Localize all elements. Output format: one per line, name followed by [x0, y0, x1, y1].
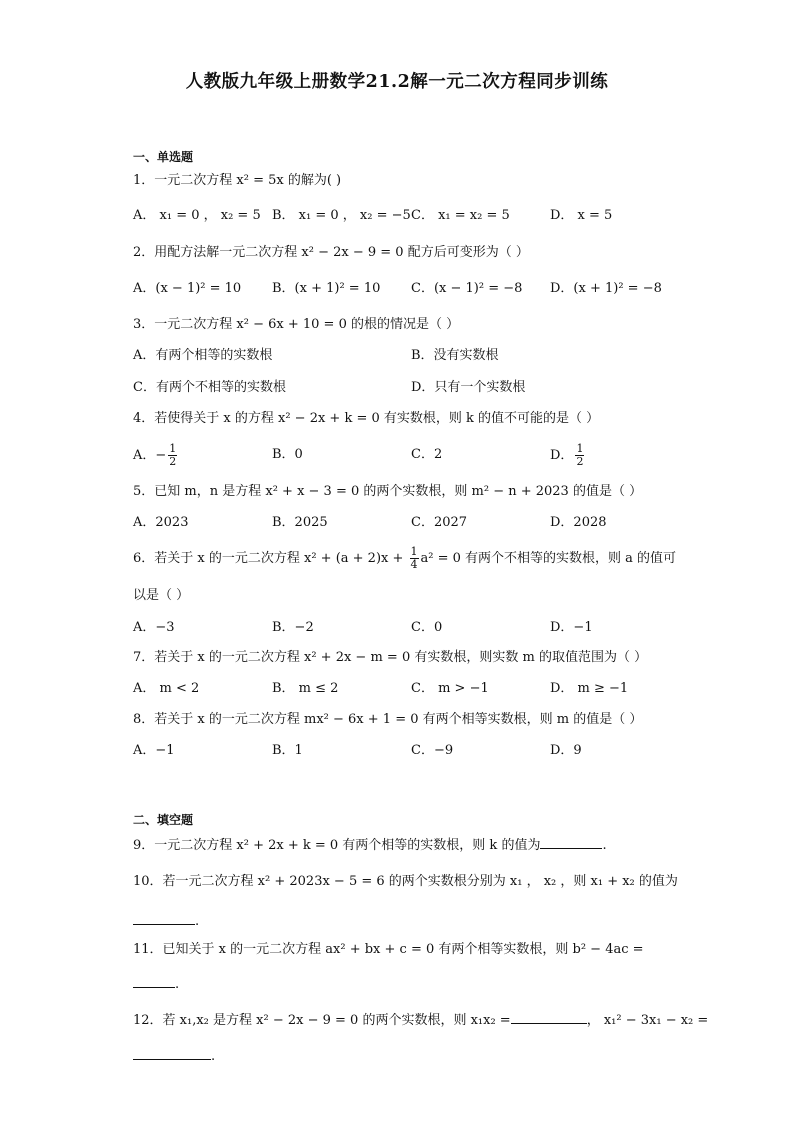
answer-blank[interactable]: [133, 973, 175, 988]
question-9-text: 9．一元二次方程 x² + 2x + k = 0 有两个相等的实数根，则 k 的值为: [133, 838, 541, 853]
question-4-option-a: [133, 443, 179, 468]
question-8-option-b: B．1: [272, 743, 303, 758]
question-6-stem-line2: 以是（ ）: [133, 588, 190, 603]
question-11-end: .: [175, 977, 180, 992]
fraction-denominator: 4: [410, 558, 418, 571]
fraction: [410, 546, 419, 571]
question-4-option-a-label: A．−: [133, 448, 167, 463]
question-2-stem: 2．用配方法解一元二次方程 x² − 2x − 9 = 0 配方后可变形为（ ）: [133, 245, 529, 260]
question-7-option-b: B． m ≤ 2: [272, 681, 339, 696]
question-3-stem: 3．一元二次方程 x² − 6x + 10 = 0 的根的情况是（ ）: [133, 317, 460, 332]
answer-blank[interactable]: [133, 1045, 211, 1060]
question-6-option-b: B．−2: [272, 620, 314, 635]
question-4-option-b: B．0: [272, 447, 303, 462]
question-1-option-b: B． x₁ = 0 ， x₂ = −5: [272, 208, 411, 223]
question-10-end: .: [195, 914, 200, 929]
fraction: [168, 443, 177, 468]
question-5-option-c: C．2027: [411, 515, 468, 530]
question-4-option-d-label: D．: [550, 448, 574, 463]
question-7-option-a: A． m < 2: [133, 681, 200, 696]
question-2-option-c: C．(x − 1)² = −8: [411, 281, 523, 296]
question-6-option-d: D．−1: [550, 620, 593, 635]
question-6-stem-part2: a² = 0 有两个不相等的实数根，则 a 的值可: [420, 551, 677, 566]
fraction-numerator: 1: [169, 442, 177, 455]
answer-blank[interactable]: [540, 834, 602, 849]
question-2-option-a: A．(x − 1)² = 10: [133, 281, 242, 296]
question-6-option-a: A．−3: [133, 620, 175, 635]
question-7-stem: 7．若关于 x 的一元二次方程 x² + 2x − m = 0 有实数根，则实数 m 的取值范围为（ ）: [133, 650, 648, 665]
question-8-option-a: A．−1: [133, 743, 175, 758]
question-6-stem: [133, 546, 676, 571]
question-8-option-d: D．9: [550, 743, 582, 758]
question-5-stem: 5．已知 m，n 是方程 x² + x − 3 = 0 的两个实数根，则 m² − n + 2023 的值是（ ）: [133, 484, 643, 499]
question-3-option-d: D．只有一个实数根: [411, 380, 526, 395]
question-3-option-c: C．有两个不相等的实数根: [133, 380, 286, 395]
question-9-end: .: [602, 838, 607, 853]
question-7-option-c: C． m > −1: [411, 681, 489, 696]
question-5-option-d: D．2028: [550, 515, 607, 530]
question-12-end: .: [211, 1049, 216, 1064]
answer-blank[interactable]: [511, 1009, 587, 1024]
question-2-option-d: D．(x + 1)² = −8: [550, 281, 662, 296]
fraction-denominator: 2: [576, 455, 584, 468]
answer-blank[interactable]: [133, 910, 195, 925]
question-8-stem: 8．若关于 x 的一元二次方程 mx² − 6x + 1 = 0 有两个相等实数根，则 m 的值是（ ）: [133, 712, 643, 727]
question-1-option-d: D． x = 5: [550, 208, 613, 223]
question-9-stem: [133, 834, 607, 856]
question-4-option-c: C．2: [411, 447, 443, 462]
question-10-answer-line: [133, 910, 199, 932]
question-8-option-c: C．−9: [411, 743, 454, 758]
question-6-stem-part1: 6．若关于 x 的一元二次方程 x² + (a + 2)x +: [133, 551, 408, 566]
question-4-option-d: [550, 443, 586, 468]
section-heading-single-choice: 一、单选题: [133, 150, 194, 164]
question-3-option-a: A．有两个相等的实数根: [133, 348, 273, 363]
fraction-numerator: 1: [576, 442, 584, 455]
question-12-text-part1: 12．若 x₁,x₂ 是方程 x² − 2x − 9 = 0 的两个实数根，则 x₁x₂ =: [133, 1013, 511, 1028]
question-1-option-a: A． x₁ = 0 ， x₂ = 5: [133, 208, 261, 223]
page-title: 人教版九年级上册数学21.2解一元二次方程同步训练: [185, 72, 609, 92]
question-12-stem: [133, 1009, 708, 1031]
question-12-answer-line: [133, 1045, 215, 1067]
question-6-option-c: C．0: [411, 620, 443, 635]
question-1-option-c: C． x₁ = x₂ = 5: [411, 208, 510, 223]
question-5-option-a: A．2023: [133, 515, 189, 530]
fraction-numerator: 1: [410, 545, 418, 558]
question-7-option-d: D． m ≥ −1: [550, 681, 629, 696]
question-5-option-b: B．2025: [272, 515, 328, 530]
question-10-stem: 10．若一元二次方程 x² + 2023x − 5 = 6 的两个实数根分别为 x₁ ， x₂ ，则 x₁ + x₂ 的值为: [133, 874, 678, 889]
section-heading-fill-in: 二、填空题: [133, 813, 194, 827]
question-3-option-b: B．没有实数根: [411, 348, 499, 363]
fraction: [575, 443, 584, 468]
question-12-text-part2: ， x₁² − 3x₁ − x₂ =: [586, 1013, 709, 1028]
question-1-stem: 1．一元二次方程 x² = 5x 的解为( ): [133, 173, 342, 188]
question-4-stem: 4．若使得关于 x 的方程 x² − 2x + k = 0 有实数根，则 k 的值不可能的是（ ）: [133, 411, 600, 426]
fraction-denominator: 2: [169, 455, 177, 468]
question-11-stem: 11．已知关于 x 的一元二次方程 ax² + bx + c = 0 有两个相等实数根，则 b² − 4ac =: [133, 942, 644, 957]
question-2-option-b: B．(x + 1)² = 10: [272, 281, 381, 296]
question-11-answer-line: [133, 973, 179, 995]
